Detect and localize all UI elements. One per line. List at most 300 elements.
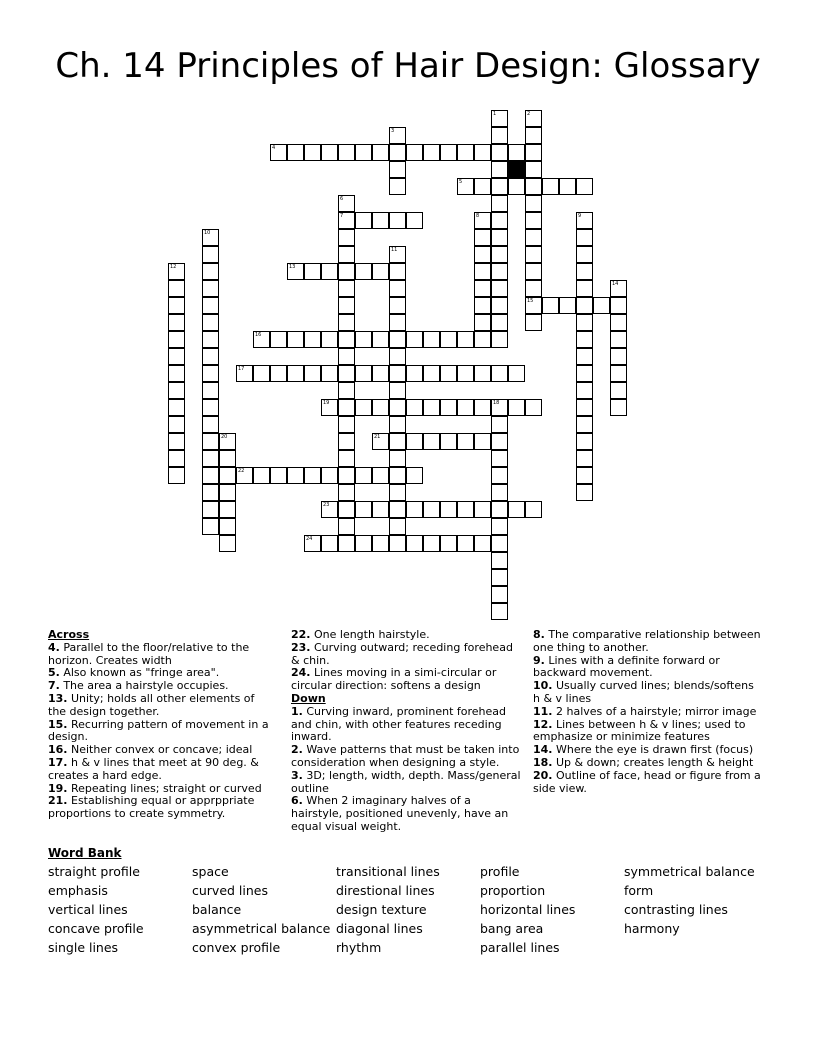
grid-cell[interactable]	[389, 501, 406, 518]
grid-cell[interactable]	[338, 518, 355, 535]
grid-cell[interactable]	[389, 382, 406, 399]
grid-cell[interactable]	[372, 467, 389, 484]
word-bank-item: rhythm	[336, 940, 382, 955]
grid-cell[interactable]	[576, 314, 593, 331]
grid-cell[interactable]	[525, 314, 542, 331]
grid-cell[interactable]	[372, 365, 389, 382]
grid-cell[interactable]	[168, 331, 185, 348]
grid-cell[interactable]	[491, 127, 508, 144]
grid-cell[interactable]	[576, 348, 593, 365]
grid-cell[interactable]	[389, 399, 406, 416]
grid-cell[interactable]	[423, 365, 440, 382]
grid-cell[interactable]	[372, 433, 389, 450]
grid-cell[interactable]	[610, 314, 627, 331]
grid-cell[interactable]	[389, 467, 406, 484]
grid-cell[interactable]	[406, 467, 423, 484]
word-bank-item: contrasting lines	[624, 902, 728, 917]
grid-cell[interactable]	[525, 297, 542, 314]
grid-cell[interactable]	[525, 263, 542, 280]
grid-cell[interactable]	[440, 535, 457, 552]
grid-cell[interactable]	[202, 331, 219, 348]
clues-column-1	[48, 629, 270, 821]
grid-cell[interactable]	[491, 178, 508, 195]
grid-cell[interactable]	[168, 399, 185, 416]
grid-cell[interactable]	[491, 314, 508, 331]
grid-cell[interactable]	[168, 433, 185, 450]
grid-cell[interactable]	[491, 246, 508, 263]
grid-cell[interactable]	[372, 144, 389, 161]
grid-cell[interactable]	[525, 195, 542, 212]
grid-cell[interactable]	[338, 195, 355, 212]
grid-cell[interactable]	[372, 331, 389, 348]
grid-cell[interactable]	[474, 229, 491, 246]
grid-cell[interactable]	[491, 552, 508, 569]
grid-cell[interactable]	[491, 263, 508, 280]
clue	[291, 667, 523, 693]
grid-cell[interactable]	[304, 467, 321, 484]
grid-cell[interactable]	[321, 399, 338, 416]
grid-cell[interactable]	[338, 535, 355, 552]
grid-cell[interactable]	[389, 314, 406, 331]
grid-cell[interactable]	[389, 365, 406, 382]
clue-number-label: 6.	[291, 794, 303, 808]
clue-text: Lines between h & v lines; used to emphasize or minimize features	[533, 717, 746, 744]
grid-cell[interactable]	[423, 144, 440, 161]
word-bank-item: vertical lines	[48, 902, 128, 917]
grid-cell[interactable]	[338, 280, 355, 297]
grid-cell[interactable]	[576, 246, 593, 263]
grid-cell[interactable]	[440, 433, 457, 450]
grid-cell[interactable]	[287, 144, 304, 161]
grid-cell[interactable]	[474, 263, 491, 280]
grid-cell[interactable]	[389, 161, 406, 178]
grid-cell[interactable]	[491, 161, 508, 178]
grid-cell[interactable]	[202, 518, 219, 535]
grid-cell[interactable]	[525, 280, 542, 297]
grid-cell[interactable]	[270, 144, 287, 161]
grid-cell[interactable]	[355, 399, 372, 416]
grid-cell[interactable]	[338, 263, 355, 280]
grid-cell[interactable]	[304, 535, 321, 552]
clue-number-label: 19.	[48, 781, 68, 795]
grid-cell[interactable]	[525, 144, 542, 161]
grid-cell[interactable]	[474, 433, 491, 450]
grid-cell[interactable]	[508, 399, 525, 416]
clue-number: 8	[476, 213, 480, 219]
grid-cell[interactable]	[219, 518, 236, 535]
grid-cell[interactable]	[321, 501, 338, 518]
grid-cell[interactable]	[576, 484, 593, 501]
word-bank-item: form	[624, 883, 654, 898]
word-bank-item: emphasis	[48, 883, 108, 898]
grid-cell[interactable]	[457, 144, 474, 161]
grid-cell[interactable]	[202, 314, 219, 331]
grid-cell[interactable]	[508, 501, 525, 518]
grid-cell[interactable]	[355, 467, 372, 484]
grid-cell[interactable]	[202, 229, 219, 246]
grid-cell[interactable]	[304, 365, 321, 382]
grid-cell[interactable]	[304, 144, 321, 161]
grid-cell[interactable]	[474, 501, 491, 518]
clue-number-label: 14.	[533, 743, 553, 757]
grid-cell[interactable]	[491, 535, 508, 552]
grid-cell[interactable]	[236, 365, 253, 382]
grid-cell[interactable]	[491, 433, 508, 450]
clue-text: Parallel to the floor/relative to the horizon. Creates width	[48, 640, 250, 667]
grid-cell[interactable]	[491, 229, 508, 246]
grid-cell[interactable]	[253, 365, 270, 382]
grid-cell[interactable]	[338, 382, 355, 399]
clue-number: 7	[340, 213, 344, 219]
grid-cell[interactable]	[372, 399, 389, 416]
word-bank-item: space	[192, 864, 229, 879]
grid-cell[interactable]	[168, 467, 185, 484]
grid-cell[interactable]	[440, 331, 457, 348]
grid-cell[interactable]	[457, 365, 474, 382]
grid-cell[interactable]	[338, 399, 355, 416]
grid-cell[interactable]	[406, 535, 423, 552]
grid-cell[interactable]	[423, 331, 440, 348]
grid-cell[interactable]	[202, 297, 219, 314]
grid-cell[interactable]	[389, 263, 406, 280]
grid-cell[interactable]	[576, 365, 593, 382]
word-bank-item: straight profile	[48, 864, 140, 879]
grid-cell[interactable]	[389, 535, 406, 552]
grid-cell[interactable]	[491, 484, 508, 501]
grid-cell[interactable]	[559, 297, 576, 314]
grid-cell[interactable]	[610, 348, 627, 365]
clue-number: 21	[374, 434, 381, 440]
grid-cell[interactable]	[491, 280, 508, 297]
grid-cell[interactable]	[338, 450, 355, 467]
grid-cell[interactable]	[355, 365, 372, 382]
grid-cell[interactable]	[338, 297, 355, 314]
grid-cell[interactable]	[168, 297, 185, 314]
grid-cell[interactable]	[491, 212, 508, 229]
grid-cell[interactable]	[440, 399, 457, 416]
grid-cell[interactable]	[525, 178, 542, 195]
grid-cell[interactable]	[576, 467, 593, 484]
grid-cell[interactable]	[491, 365, 508, 382]
grid-cell[interactable]	[338, 484, 355, 501]
grid-cell[interactable]	[338, 331, 355, 348]
grid-cell[interactable]	[576, 433, 593, 450]
grid-cell[interactable]	[389, 297, 406, 314]
grid-cell[interactable]	[491, 416, 508, 433]
grid-cell[interactable]	[474, 246, 491, 263]
grid-cell[interactable]	[304, 331, 321, 348]
grid-cell[interactable]	[474, 297, 491, 314]
grid-cell[interactable]	[321, 365, 338, 382]
clue-text: Establishing equal or apprppriate proportions to create symmetry.	[48, 794, 255, 821]
grid-cell[interactable]	[219, 450, 236, 467]
grid-cell[interactable]	[423, 501, 440, 518]
clue-number: 16	[255, 332, 262, 338]
grid-cell[interactable]	[253, 331, 270, 348]
grid-cell[interactable]	[372, 535, 389, 552]
grid-cell[interactable]	[355, 212, 372, 229]
clue-text: Repeating lines; straight or curved	[67, 781, 262, 795]
grid-cell[interactable]	[508, 144, 525, 161]
grid-cell[interactable]	[559, 178, 576, 195]
grid-cell[interactable]	[202, 467, 219, 484]
grid-cell[interactable]	[338, 229, 355, 246]
grid-cell[interactable]	[338, 212, 355, 229]
grid-cell[interactable]	[525, 246, 542, 263]
grid-cell[interactable]	[525, 110, 542, 127]
grid-cell[interactable]	[287, 263, 304, 280]
grid-cell[interactable]	[372, 212, 389, 229]
grid-cell[interactable]	[610, 331, 627, 348]
grid-cell[interactable]	[610, 382, 627, 399]
grid-cell[interactable]	[406, 365, 423, 382]
word-bank-column	[336, 862, 440, 957]
word-bank-item: convex profile	[192, 940, 281, 955]
clue-number: 15	[527, 298, 534, 304]
grid-cell[interactable]	[525, 501, 542, 518]
grid-cell[interactable]	[576, 331, 593, 348]
grid-cell[interactable]	[270, 331, 287, 348]
grid-cell[interactable]	[457, 535, 474, 552]
clue	[48, 693, 270, 719]
grid-cell[interactable]	[610, 399, 627, 416]
clue	[533, 680, 761, 706]
grid-cell[interactable]	[423, 535, 440, 552]
clue-number: 24	[306, 536, 313, 542]
grid-cell[interactable]	[168, 348, 185, 365]
grid-cell[interactable]	[355, 331, 372, 348]
grid-cell[interactable]	[338, 348, 355, 365]
grid-cell[interactable]	[406, 433, 423, 450]
grid-cell[interactable]	[389, 127, 406, 144]
clue-text: h & v lines that meet at 90 deg. & creates a hard edge.	[48, 755, 259, 782]
grid-cell[interactable]	[202, 399, 219, 416]
clue-number-label: 22.	[291, 628, 311, 641]
grid-cell[interactable]	[287, 365, 304, 382]
grid-cell[interactable]	[219, 433, 236, 450]
grid-cell[interactable]	[389, 280, 406, 297]
grid-cell[interactable]	[576, 263, 593, 280]
grid-cell[interactable]	[168, 382, 185, 399]
grid-cell[interactable]	[474, 365, 491, 382]
grid-cell[interactable]	[321, 331, 338, 348]
grid-cell[interactable]	[338, 144, 355, 161]
grid-cell[interactable]	[474, 280, 491, 297]
grid-cell[interactable]	[576, 399, 593, 416]
grid-cell[interactable]	[610, 365, 627, 382]
grid-cell[interactable]	[389, 178, 406, 195]
grid-cell[interactable]	[491, 569, 508, 586]
grid-cell[interactable]	[355, 144, 372, 161]
grid-cell[interactable]	[457, 331, 474, 348]
grid-cell[interactable]	[202, 365, 219, 382]
grid-cell[interactable]	[389, 518, 406, 535]
grid-cell[interactable]	[406, 212, 423, 229]
grid-cell[interactable]	[576, 229, 593, 246]
grid-cell[interactable]	[491, 450, 508, 467]
grid-cell[interactable]	[236, 467, 253, 484]
grid-cell[interactable]	[372, 501, 389, 518]
clue-text: Usually curved lines; blends/softens h & v lines	[533, 679, 754, 705]
grid-cell[interactable]	[457, 399, 474, 416]
grid-cell[interactable]	[423, 399, 440, 416]
across-clue-list-continued	[291, 629, 523, 693]
grid-cell[interactable]	[355, 501, 372, 518]
grid-cell[interactable]	[474, 331, 491, 348]
grid-cell[interactable]	[525, 229, 542, 246]
grid-cell[interactable]	[168, 314, 185, 331]
grid-cell[interactable]	[304, 263, 321, 280]
grid-cell[interactable]	[525, 161, 542, 178]
grid-cell[interactable]	[202, 280, 219, 297]
clue-number-label: 15.	[48, 717, 68, 731]
grid-cell[interactable]	[202, 348, 219, 365]
grid-cell[interactable]	[321, 144, 338, 161]
grid-cell[interactable]	[542, 178, 559, 195]
grid-cell[interactable]	[389, 450, 406, 467]
grid-cell[interactable]	[542, 297, 559, 314]
grid-cell[interactable]	[372, 263, 389, 280]
clue-number: 3	[391, 128, 395, 134]
grid-cell[interactable]	[508, 178, 525, 195]
clue-number-label: 21.	[48, 794, 68, 808]
grid-cell[interactable]	[406, 399, 423, 416]
grid-cell[interactable]	[338, 467, 355, 484]
grid-cell[interactable]	[168, 365, 185, 382]
grid-cell[interactable]	[338, 365, 355, 382]
grid-cell[interactable]	[355, 535, 372, 552]
grid-cell[interactable]	[576, 416, 593, 433]
grid-cell[interactable]	[202, 501, 219, 518]
grid-cell[interactable]	[202, 263, 219, 280]
grid-cell[interactable]	[491, 518, 508, 535]
page-title: Ch. 14 Principles of Hair Design: Glossary	[55, 46, 761, 86]
grid-cell[interactable]	[389, 144, 406, 161]
clue-text: 2 halves of a hairstyle; mirror image	[552, 704, 757, 718]
grid-cell[interactable]	[406, 501, 423, 518]
grid-cell[interactable]	[406, 144, 423, 161]
grid-cell[interactable]	[491, 195, 508, 212]
grid-cell[interactable]	[491, 331, 508, 348]
grid-cell[interactable]	[219, 501, 236, 518]
grid-cell[interactable]	[168, 280, 185, 297]
grid-cell[interactable]	[593, 297, 610, 314]
grid-cell[interactable]	[525, 399, 542, 416]
grid-cell[interactable]	[474, 535, 491, 552]
grid-cell[interactable]	[270, 365, 287, 382]
grid-cell[interactable]	[253, 467, 270, 484]
grid-cell[interactable]	[491, 110, 508, 127]
grid-cell[interactable]	[474, 212, 491, 229]
clue-number: 5	[459, 179, 463, 185]
grid-cell[interactable]	[270, 467, 287, 484]
grid-cell[interactable]	[610, 280, 627, 297]
grid-cell[interactable]	[338, 433, 355, 450]
grid-cell[interactable]	[338, 314, 355, 331]
grid-cell[interactable]	[202, 416, 219, 433]
clue-number: 23	[323, 502, 330, 508]
grid-cell[interactable]	[457, 501, 474, 518]
grid-cell[interactable]	[423, 433, 440, 450]
grid-cell[interactable]	[576, 280, 593, 297]
grid-cell[interactable]	[440, 365, 457, 382]
grid-cell[interactable]	[338, 416, 355, 433]
grid-cell[interactable]	[440, 501, 457, 518]
grid-cell[interactable]	[321, 263, 338, 280]
grid-cell[interactable]	[389, 331, 406, 348]
grid-cell[interactable]	[389, 433, 406, 450]
grid-cell[interactable]	[338, 246, 355, 263]
grid-cell[interactable]	[389, 246, 406, 263]
grid-cell[interactable]	[219, 535, 236, 552]
grid-cell[interactable]	[168, 450, 185, 467]
grid-cell[interactable]	[355, 263, 372, 280]
clue-number-label: 2.	[291, 743, 303, 757]
grid-cell[interactable]	[321, 535, 338, 552]
word-bank-item: bang area	[480, 921, 544, 936]
grid-cell[interactable]	[508, 365, 525, 382]
clue-number-label: 13.	[48, 691, 68, 705]
grid-cell[interactable]	[576, 297, 593, 314]
grid-cell[interactable]	[474, 144, 491, 161]
grid-cell[interactable]	[576, 450, 593, 467]
grid-cell[interactable]	[287, 331, 304, 348]
grid-cell[interactable]	[525, 212, 542, 229]
grid-cell[interactable]	[202, 450, 219, 467]
grid-cell[interactable]	[474, 314, 491, 331]
grid-cell[interactable]	[202, 433, 219, 450]
clue-number: 12	[170, 264, 177, 270]
grid-cell[interactable]	[576, 212, 593, 229]
grid-cell[interactable]	[576, 178, 593, 195]
grid-cell[interactable]	[202, 246, 219, 263]
grid-cell[interactable]	[338, 501, 355, 518]
grid-cell[interactable]	[202, 382, 219, 399]
grid-cell[interactable]	[202, 484, 219, 501]
grid-cell[interactable]	[525, 127, 542, 144]
grid-cell[interactable]	[389, 484, 406, 501]
grid-cell[interactable]	[491, 399, 508, 416]
grid-cell[interactable]	[287, 467, 304, 484]
grid-cell[interactable]	[474, 178, 491, 195]
grid-cell[interactable]	[219, 484, 236, 501]
grid-cell[interactable]	[440, 144, 457, 161]
grid-cell[interactable]	[321, 467, 338, 484]
grid-cell[interactable]	[576, 382, 593, 399]
grid-cell[interactable]	[168, 416, 185, 433]
clue-number: 17	[238, 366, 245, 372]
grid-cell[interactable]	[457, 178, 474, 195]
grid-cell[interactable]	[219, 467, 236, 484]
grid-cell[interactable]	[491, 586, 508, 603]
grid-cell[interactable]	[389, 212, 406, 229]
grid-cell[interactable]	[406, 331, 423, 348]
grid-cell[interactable]	[491, 603, 508, 620]
word-bank-item: balance	[192, 902, 242, 917]
grid-cell[interactable]	[389, 348, 406, 365]
grid-cell[interactable]	[457, 433, 474, 450]
grid-cell[interactable]	[491, 297, 508, 314]
grid-cell[interactable]	[389, 416, 406, 433]
grid-cell[interactable]	[474, 399, 491, 416]
clue	[48, 642, 270, 668]
grid-cell[interactable]	[168, 263, 185, 280]
grid-cell[interactable]	[491, 144, 508, 161]
grid-cell[interactable]	[610, 297, 627, 314]
grid-cell[interactable]	[491, 501, 508, 518]
grid-cell[interactable]	[491, 467, 508, 484]
clue-text: The comparative relationship between one thing to another.	[533, 628, 761, 654]
